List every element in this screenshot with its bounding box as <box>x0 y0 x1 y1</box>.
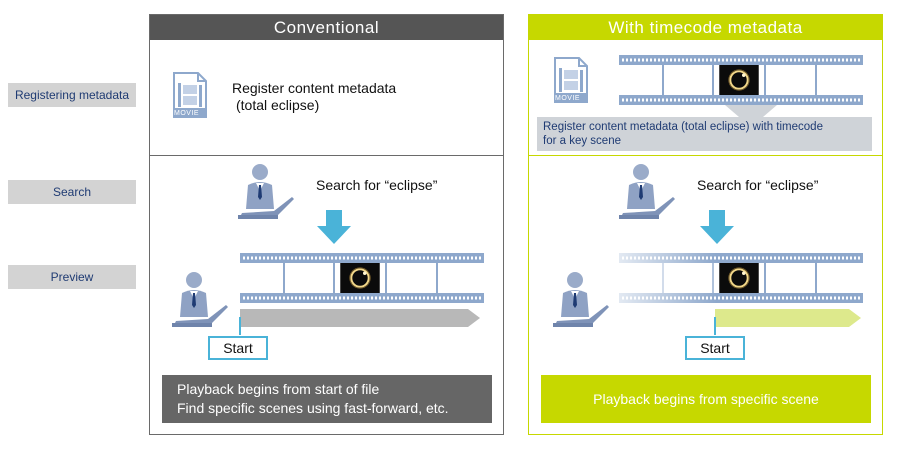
conventional-panel <box>149 14 504 435</box>
down-arrow-icon <box>699 210 735 246</box>
register-metadata-text: Register content metadata <box>232 80 397 96</box>
row-label-search: Search <box>8 180 136 204</box>
start-label-box: Start <box>685 336 745 360</box>
person-preview-icon <box>172 271 232 341</box>
playback-bar <box>240 307 484 329</box>
person-preview-icon <box>553 271 613 341</box>
row-label-preview: Preview <box>8 265 136 289</box>
timecode-register-note <box>537 117 872 151</box>
down-arrow-icon <box>316 210 352 246</box>
playback-bar <box>715 307 863 329</box>
movie-label: MOVIE <box>555 95 581 102</box>
search-text: Search for “eclipse” <box>316 177 438 193</box>
timecode-footer: Playback begins from specific scene <box>541 375 871 423</box>
timecode-divider <box>529 155 882 156</box>
start-pointer-line <box>709 317 719 337</box>
person-search-icon <box>619 163 679 233</box>
timecode-marker-triangle <box>721 105 781 117</box>
film-strip <box>619 253 863 303</box>
movie-label: MOVIE <box>174 110 200 117</box>
row-label-registering-metadata: Registering metadata <box>8 83 136 107</box>
start-pointer-line <box>234 317 244 337</box>
person-search-icon <box>238 163 298 233</box>
conventional-footer <box>162 375 492 423</box>
note-line-2: for a key scene <box>543 135 621 147</box>
search-text: Search for “eclipse” <box>697 177 819 193</box>
film-strip <box>240 253 484 303</box>
footer-line-2: Find specific scenes using fast-forward, etc. <box>177 400 449 416</box>
footer-line-1: Playback begins from start of file <box>177 381 380 397</box>
start-label-box: Start <box>208 336 268 360</box>
timecode-panel <box>528 14 883 435</box>
conventional-divider <box>150 155 503 156</box>
note-line-1: Register content metadata (total eclipse) with timecode <box>543 121 823 133</box>
register-metadata-subtext: (total eclipse) <box>236 97 320 113</box>
film-strip <box>619 55 863 105</box>
conventional-title: Conventional <box>150 15 503 40</box>
timecode-title: With timecode metadata <box>529 15 882 40</box>
